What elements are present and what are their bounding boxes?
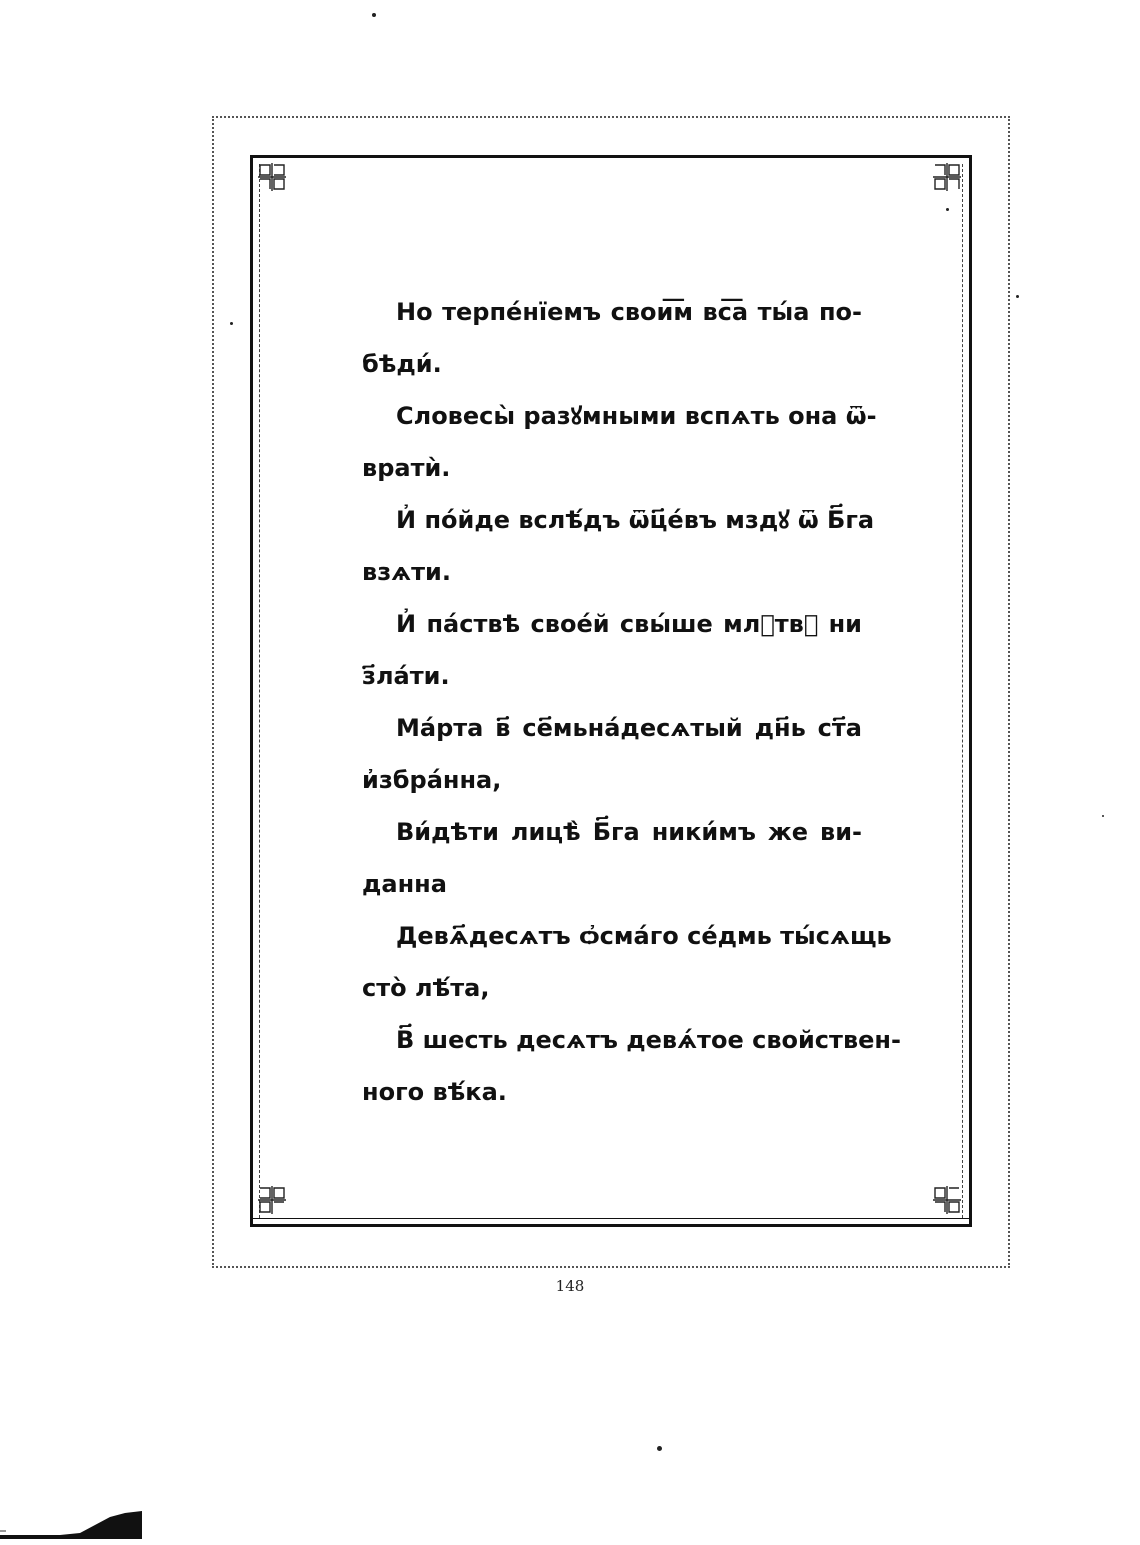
scan-speck xyxy=(1102,815,1104,817)
verse-line: Девѧ҃десѧтъ ѻ҆сма́го се́дмь ты́сѧщь xyxy=(396,922,892,950)
verse-line: Ви́дѣти лицѣ̀ Б҃га ники́мъ же ви- xyxy=(396,818,862,846)
verse-line-continuation: данна xyxy=(362,870,447,898)
verse-3 xyxy=(362,500,875,604)
verse-line: И҆ па́ствѣ свое́й свы́ше млⷮтвꙋ ни xyxy=(396,610,862,638)
verse-line: В҃ шесть десѧтъ девѧ́тое свойствен- xyxy=(396,1026,901,1054)
verse-line-continuation: бѣди́. xyxy=(362,350,442,378)
page-number: 148 xyxy=(555,1277,585,1295)
corner-ornament-bottom-right xyxy=(930,1183,964,1217)
scan-speck xyxy=(372,13,376,17)
verse-line-continuation: взѧти. xyxy=(362,558,451,586)
verse-7 xyxy=(362,916,892,1020)
corner-ornament-top-left xyxy=(255,160,289,194)
verse-line-continuation: вратѝ. xyxy=(362,454,451,482)
verse-line-continuation: сто̀ лѣ́та, xyxy=(362,974,490,1002)
verse-6 xyxy=(362,812,862,916)
verse-line-continuation: и҆збра́нна, xyxy=(362,766,502,794)
scan-speck xyxy=(230,322,233,325)
verse-text-block xyxy=(362,292,901,1124)
verse-5 xyxy=(362,708,862,812)
verse-line: Ма́рта в҃ се҃мьна́десѧтый дн҃ь ст҃а xyxy=(396,714,862,742)
verse-line-continuation: з҃ла́ти. xyxy=(362,662,450,690)
corner-ornament-bottom-left xyxy=(255,1183,289,1217)
verse-1 xyxy=(362,292,862,396)
verse-8 xyxy=(362,1020,901,1124)
scan-speck xyxy=(1016,295,1019,298)
scan-speck xyxy=(657,1446,662,1451)
verse-line-continuation: ного вѣ́ка. xyxy=(362,1078,507,1106)
scan-edge-mark xyxy=(0,1505,142,1539)
verse-line: И҆ по́йде вслѣ́дъ ѿц҃е́въ мздꙋ ѿ Б҃га xyxy=(396,506,875,534)
verse-2 xyxy=(362,396,877,500)
corner-ornament-top-right xyxy=(930,160,964,194)
verse-line: Но терпе́нїемъ свои͞м вс͞а ты́а по- xyxy=(396,298,862,326)
scan-speck xyxy=(946,208,949,211)
verse-line: Словесы̀ разꙋмными вспѧть она ѿ- xyxy=(396,402,877,430)
verse-4 xyxy=(362,604,862,708)
